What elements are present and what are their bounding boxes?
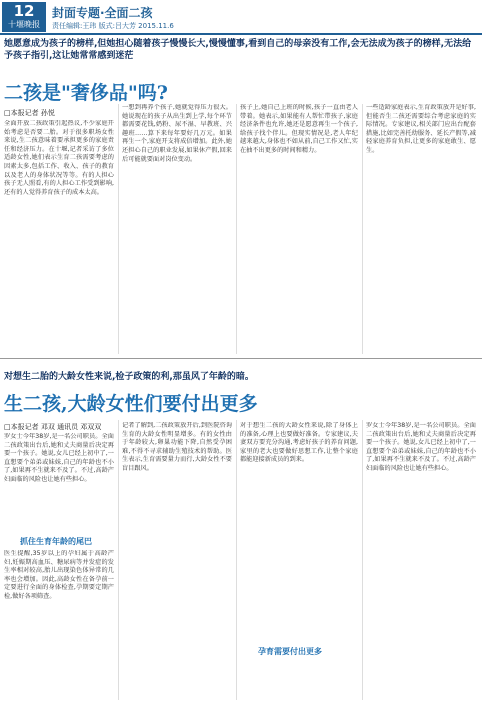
story1-column-2: 一想到再养个孩子,她就觉得压力很大。她说现在的孩子从出生到上学,每个环节都需要花钱,奶粉、尿不湿、早教班、兴趣班……算下来每年要好几万元。如果再生一个,家庭开支将成倍增加。此外,她还担心自己的职业发展,如果休产假,回来后可能就要面对岗位变动。 [122,104,232,163]
editor-credits: 责任编辑:王玮 版式:吕大芳 2015.11.6 [52,22,174,30]
story2-column-2: 记者了解到,二孩政策放开后,到医院咨询生育的大龄女性明显增多。有的女性由于年龄较大,卵巢功能下降,自然受孕困难,不得不寻求辅助生殖技术的帮助。医生表示,生育需要量力而行,大龄女性不要盲目跟风。 [122,422,232,472]
story2-subhead-1: 抓住生育年龄的尾巴 [20,537,92,546]
page-number-box [2,2,46,32]
story-divider [0,358,482,359]
column-separator [118,420,119,700]
story2-column-1b: 医生提醒,35岁以上的孕妇属于高龄产妇,妊娠期高血压、糖尿病等并发症的发生率相对较高,胎儿出现染色体异常的几率也会增加。因此,高龄女性在备孕前一定要进行全面的身体检查,孕期要定期产检,做好各项筛查。 [4,550,114,600]
story1-lede: 她愿意成为孩子的榜样,但她担心随着孩子慢慢长大,慢慢懂事,看到自己的母亲没有工作,会无法成为孩子的榜样,无法给予孩子指引,这让她常常感到迷茫 [4,39,472,61]
newspaper-name: 十堰晚报 [8,20,40,29]
story2-column-4: 罗女士今年38岁,是一名公司职员。全面二孩政策出台后,她和丈夫商量后决定再要一个孩子。她说,女儿已经上初中了,一直想要个弟弟或妹妹,自己的年龄也不小了,如果再不生就来不及了。不过,高龄产妇面临的风险也让她有些担心。 [366,422,476,472]
column-separator [236,104,237,354]
story2-column-3: 对于想生二孩的大龄女性来说,除了身体上的准备,心理上也要做好准备。专家建议,夫妻双方要充分沟通,考虑好孩子的养育问题,家里的老大也要做好思想工作,让整个家庭都能迎接新成员的到来。 [240,422,358,464]
story2-byline: □本报记者 邓双 通讯员 邓双双 [4,423,102,431]
column-separator [362,104,363,354]
column-separator [118,104,119,354]
section-title: 封面专题·全面二孩 [52,6,153,20]
page-header [0,0,482,32]
story1-byline: □本报记者 孙悦 [4,109,55,117]
story2-title: 生二孩,大龄女性们要付出更多 [4,393,258,415]
column-separator [236,420,237,700]
header-rule [0,33,482,35]
story1-title: 二孩是"奢侈品"吗? [4,82,168,104]
story2-column-1: 罗女士今年38岁,是一名公司职员。全面二孩政策出台后,她和丈夫商量后决定再要一个孩子。她说,女儿已经上初中了,一直想要个弟弟或妹妹,自己的年龄也不小了,如果再不生就来不及了。不过,高龄产妇面临的风险也让她有些担心。 [4,433,114,483]
story1-column-4: 一些适龄家庭表示,生育政策放开是好事,但能否生二孩还需要综合考虑家庭的实际情况。专家建议,相关部门应出台配套措施,比如完善托幼服务、延长产假等,减轻家庭养育负担,让更多的家庭敢生、愿生。 [366,104,476,154]
column-separator [362,420,363,700]
story2-kicker: 对想生二胎的大龄女性来说,检子政策的利,那虽风了年龄的暗。 [4,372,254,382]
page-number: 12 [13,2,35,20]
story1-column-3: 孩子上,她自己上班的时候,孩子一直由老人带着。她表示,如果能有人帮忙带孩子,家庭经济条件也允许,她还是愿意再生一个孩子,给孩子找个伴儿。但现实情况是,老人年纪越来越大,身体也不如从前,自己工作又忙,实在抽不出更多的时间和精力。 [240,104,358,154]
story1-column-1: 全面开放二孩政策引起热议,不少家庭开始考虑是否要二胎。对于很多职场女性来说,生二孩意味着要承担更多的家庭责任和经济压力。在十堰,记者采访了多位适龄女性,她们表示生育二孩需要考虑的因素太多,包括工作、收入、孩子的教育以及老人的身体状况等等。有的人担心孩子无人照看,有的人担心工作受到影响,还有的人觉得养育孩子的成本太高。 [4,120,114,196]
story2-subhead-2: 孕育需要付出更多 [258,647,322,656]
